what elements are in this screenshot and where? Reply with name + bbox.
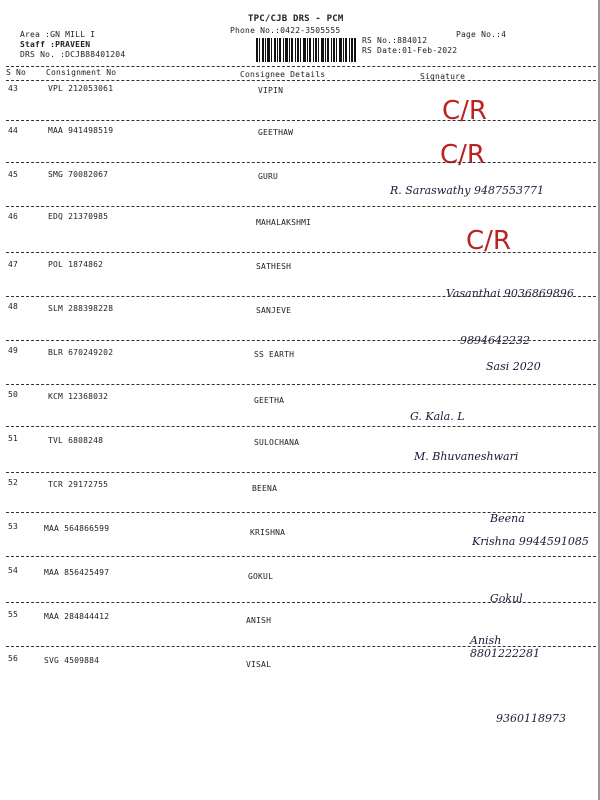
row-consignee: KRISHNA [250,528,286,537]
row-sno: 50 [8,390,19,399]
row-signature: R. Saraswathy 9487553771 [390,184,545,197]
column-sno: S No [6,68,27,77]
staff-label: Staff :PRAVEEN [20,40,91,49]
phone-number: Phone No.:0422-3505555 [230,26,341,35]
row-signature: C/R [440,140,485,170]
row-sno: 43 [8,84,19,93]
rs-date: RS Date:01-Feb-2022 [362,46,458,55]
row-divider [6,206,596,207]
row-consignment: SMG 70082067 [48,170,109,179]
row-consignment: TCR 29172755 [48,480,109,489]
row-sno: 53 [8,522,19,531]
row-signature: M. Bhuvaneshwari [414,450,519,463]
row-sno: 55 [8,610,19,619]
row-signature: G. Kala. L [410,410,465,423]
row-signature: Anish 8801222281 [470,634,540,660]
row-divider [6,646,596,647]
row-divider [6,556,596,557]
row-consignee: SATHESH [256,262,292,271]
column-consignment: Consignment No [46,68,117,77]
row-sno: 51 [8,434,19,443]
row-divider [6,426,596,427]
row-consignment: KCM 12368032 [48,392,109,401]
row-signature: Sasi 2020 [486,360,541,373]
row-sno: 54 [8,566,19,575]
row-consignment: SLM 288398228 [48,304,114,313]
row-sno: 45 [8,170,19,179]
row-sno: 56 [8,654,19,663]
row-sno: 44 [8,126,19,135]
row-consignment: POL 1874862 [48,260,104,269]
row-consignee: GEETHA [254,396,285,405]
row-signature: C/R [442,96,487,126]
row-divider [6,296,596,297]
row-signature: Beena [490,512,525,525]
row-signature: Vasanthai 9036869896 [446,287,574,300]
row-consignee: VISAL [246,660,272,669]
drs-number: DRS No. :DCJB88401204 [20,50,126,59]
row-consignment: MAA 941498519 [48,126,114,135]
row-consignment: MAA 564866599 [44,524,110,533]
header-divider-top [6,66,596,67]
row-consignment: EDQ 21370985 [48,212,109,221]
row-consignee: GOKUL [248,572,274,581]
row-sno: 47 [8,260,19,269]
row-consignee: GEETHAW [258,128,294,137]
row-consignee: SS EARTH [254,350,295,359]
row-consignee: GURU [258,172,279,181]
barcode-image [256,38,356,62]
document-title: TPC/CJB DRS - PCM [248,14,344,24]
row-consignee: MAHALAKSHMI [256,218,312,227]
header-divider-bottom [6,80,596,81]
row-consignment: VPL 212053061 [48,84,114,93]
row-signature: 9894642232 [460,334,530,347]
row-sno: 48 [8,302,19,311]
row-divider [6,602,596,603]
row-consignment: MAA 856425497 [44,568,110,577]
page-number: Page No.:4 [456,30,507,39]
row-signature: Gokul [490,592,523,605]
row-sno: 46 [8,212,19,221]
row-divider [6,512,596,513]
column-signature: Signature [420,72,466,81]
row-divider [6,120,596,121]
row-consignee: SANJEVE [256,306,292,315]
row-divider [6,162,596,163]
row-consignment: TVL 6808248 [48,436,104,445]
row-divider [6,252,596,253]
row-divider [6,472,596,473]
row-signature: 9360118973 [496,712,566,725]
row-consignment: MAA 284844412 [44,612,110,621]
row-signature: Krishna 9944591085 [472,535,589,548]
row-sno: 52 [8,478,19,487]
row-consignee: VIPIN [258,86,284,95]
row-sno: 49 [8,346,19,355]
row-divider [6,340,596,341]
row-signature: C/R [466,226,511,256]
row-consignment: BLR 670249202 [48,348,114,357]
row-divider [6,384,596,385]
row-consignee: BEENA [252,484,278,493]
row-consignee: ANISH [246,616,272,625]
area-label: Area :GN MILL I [20,30,96,39]
row-consignee: SULOCHANA [254,438,300,447]
rs-number: RS No.:884012 [362,36,428,45]
row-consignment: SVG 4509884 [44,656,100,665]
column-consignee: Consignee Details [240,70,326,79]
